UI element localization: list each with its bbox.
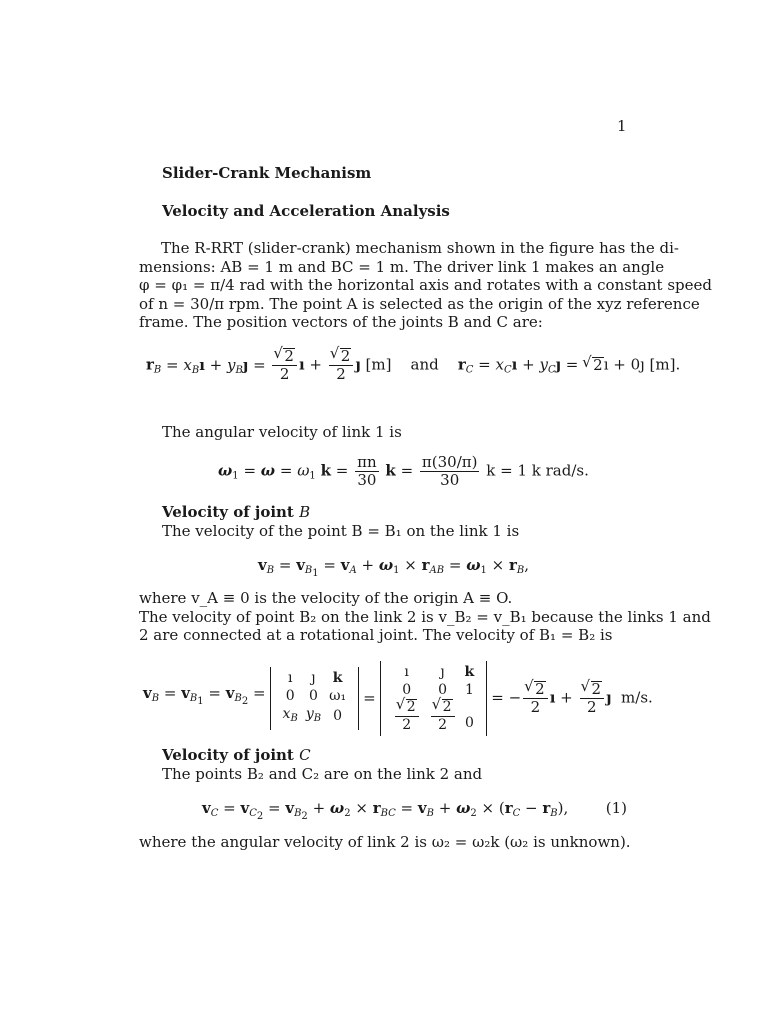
frac-sqrt2-over-2-a: √ $\frac{2}{2}$ <box>272 348 297 383</box>
section-subtitle: Velocity and Acceleration Analysis <box>162 202 450 220</box>
unit-ms: m/s. <box>621 688 653 706</box>
intro-line-5: frame. The position vectors of the joints B and C are: <box>139 313 543 332</box>
page-number: 1 <box>617 117 627 135</box>
rb-eq: = $x_Bı$ + $y_Bȷ$ = <box>161 355 271 376</box>
equation-1: $v_C = v_{C_2} = v_{B_2} + \omega_2 \times r_{BC} = v_B + \omega_2 \times (r_C - r_B)$, (1) <box>202 799 627 822</box>
determinant-2: ı ȷ k 0 0 1 √ $\frac{2}{2}$ √ $\frac{2}{2}$ 0 <box>380 661 488 736</box>
section-title: Slider-Crank Mechanism <box>162 164 372 182</box>
equation-number: (1) <box>605 799 627 817</box>
omega-equation: $\omega_1 = \omega = \omega_1$ k = $\frac{\pi n}{30}$ k = $\frac{\pi(30/\pi)}{30}$ k = 1 k rad/s. <box>218 453 589 489</box>
intro-line-2: mensions: AB = 1 m and BC = 1 m. The driver link 1 makes an angle <box>139 257 665 276</box>
intro-line-4: of n = 30/π rpm. The point A is selected as the origin of the xyz reference <box>139 294 700 313</box>
frac-sqrt2-over-2-b: √ $\frac{2}{2}$ <box>329 348 354 383</box>
omega-rhs-end: k = 1 k rad/s. <box>486 461 589 480</box>
unit-m: [m] <box>365 355 392 374</box>
joint-c-line: The points B₂ and C₂ are on the link 2 and <box>162 765 483 783</box>
rc-tail: ı + 0ȷ [m]. <box>603 355 681 374</box>
heading-velocity-joint-c: Velocity of joint C <box>162 746 311 764</box>
where-line-3: 2 are connected at a rotational joint. The velocity of B₁ = B₂ is <box>139 626 613 645</box>
where-line-2: The velocity of point B₂ on the link 2 is v_B₂ = v_B₁ because the links 1 and <box>139 607 711 626</box>
position-vectors-equation: $r_B$ = $x_Bı$ + $y_Bȷ$ = √ $\frac{2}{2}$ ı + √ $\frac{2}{2}$ ȷ [m] and $r_C$ = $x_Cı$ + $y_Cȷ$ = √ 2ı + 0ȷ [m]. <box>146 348 680 383</box>
determinant-1: ı ȷ k 0 0 ω₁ $x_B$ $y_B$ 0 <box>270 667 360 730</box>
joint-b-line: The velocity of the point B = B₁ on the link 1 is <box>162 522 520 540</box>
intro-line-3: φ = φ₁ = π/4 rad with the horizontal axis and rotates with a constant speed <box>139 276 713 295</box>
heading-velocity-joint-b: Velocity of joint B <box>162 503 311 521</box>
velocity-b-equation: $v_B = v_{B_1} = v_A + \omega_1 \times r_{AB} = \omega_1 \times r_B$, <box>258 556 530 579</box>
matrix-equation: $v_B = v_{B_1} = v_{B_2}$ = ı ȷ k 0 0 ω₁ $x_B$ $y_B$ 0 = ı ȷ k 0 0 1 √ $\frac{2}{2}$ √ $\frac{2}{2}$ 0 = − √ $\frac{2}{2}$ ı + √ $\frac{2}{2}$ ȷ m/s. <box>143 660 653 736</box>
frac-pin-over-30: $\frac{\pi n}{30}$ <box>357 453 377 489</box>
intro-paragraph <box>139 239 713 332</box>
intro-line-1: The R-RRT (slider-crank) mechanism shown in the figure has the di- <box>161 239 679 257</box>
where-line-1: where v_A ≡ 0 is the velocity of the origin A ≡ O. <box>139 589 513 607</box>
final-line: where the angular velocity of link 2 is ω₂ = ω₂k (ω₂ is unknown). <box>139 833 631 851</box>
angular-velocity-intro: The angular velocity of link 1 is <box>162 423 402 441</box>
where-paragraph <box>139 589 711 645</box>
rb-symbol: r <box>146 355 154 374</box>
and-word: and <box>410 355 439 374</box>
frac-pi30pi-over-30: $\frac{\pi(30/\pi)}{30}$ <box>421 453 478 489</box>
